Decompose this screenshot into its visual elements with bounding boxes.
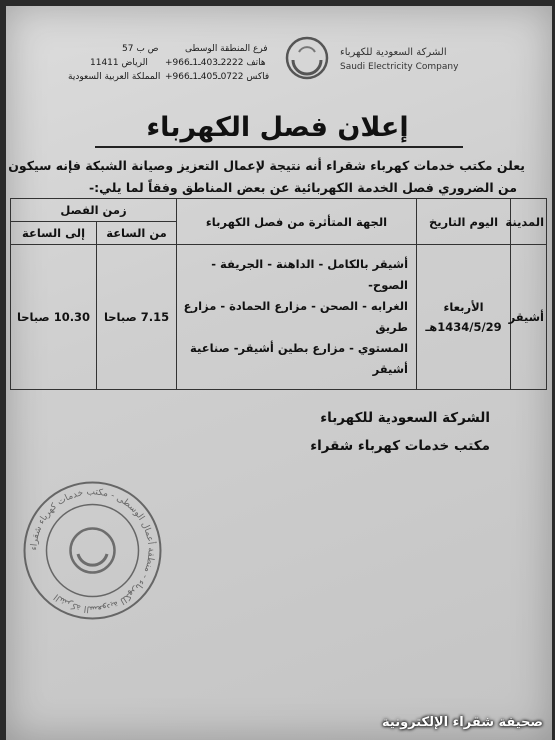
company-logo-icon	[283, 34, 331, 82]
region-branch: فرع المنطقة الوسطى	[185, 44, 268, 54]
fax-number: فاكس 0722ـ405ـ1ـ966+	[165, 72, 270, 82]
official-stamp-icon	[20, 478, 165, 623]
header-from: من الساعة	[97, 222, 177, 245]
table-row	[11, 245, 547, 390]
phone-number: هاتف 2222ـ403ـ1ـ966+	[165, 58, 266, 68]
area-line: أشيقر بالكامل - الداهنة - الجريفة - الصوح-	[211, 257, 409, 292]
stamp-text: الشركة السعودية للكهرباء - منطقة أعمال الوسطى - مكتب خدمات كهرباء شقراء	[29, 487, 156, 614]
table-header-row	[11, 199, 547, 222]
cell-date: 1434/5/29هـ	[425, 320, 502, 334]
page-title: إعلان فصل الكهرباء	[146, 112, 409, 143]
company-name-ar: الشركة السعودية للكهرباء	[340, 47, 447, 58]
outage-table	[10, 198, 547, 390]
po-box: ص ب 57	[122, 44, 159, 54]
cell-areas	[177, 245, 417, 390]
company-name-en: Saudi Electricity Company	[340, 62, 459, 72]
signature-office: مكتب خدمات كهرباء شقراء	[310, 438, 490, 454]
area-line: المستوي - مزارع بطين أشيقر- صناعية أشيقر	[190, 341, 409, 376]
watermark-text: صحيفة شقراء الإلكترونية	[382, 715, 543, 730]
cell-city: أشيقر	[511, 245, 547, 390]
header-day-date: اليوم التاريخ	[417, 199, 511, 245]
area-line: الغرابه - الصحن - مزارع الحمادة - مزارع طريق	[183, 299, 409, 334]
header-cut-time: زمن الفصل	[11, 199, 177, 222]
signature-company: الشركة السعودية للكهرباء	[320, 410, 490, 426]
header-city: المدينة	[511, 199, 547, 245]
header-areas: الجهة المتأثرة من فصل الكهرباء	[177, 199, 417, 245]
cell-to-time: 10.30 صباحا	[11, 245, 97, 390]
cell-from-time: 7.15 صباحا	[97, 245, 177, 390]
intro-line-1: يعلن مكتب خدمات كهرباء شقراء أنه نتيجة لإعمال التعزيز وصيانة الشبكة فإنه سيكون	[8, 158, 525, 173]
city-postal: الرياض 11411	[90, 58, 148, 68]
country: المملكة العربية السعودية	[68, 72, 161, 82]
title-underline	[95, 146, 463, 148]
header-to: إلى الساعة	[11, 222, 97, 245]
intro-line-2: من الضروري فصل الخدمة الكهربائية عن بعض المناطق وفقاً لما يلي:-	[88, 180, 517, 195]
cell-day: الأربعاء	[443, 300, 484, 314]
cell-day-date	[417, 245, 511, 390]
